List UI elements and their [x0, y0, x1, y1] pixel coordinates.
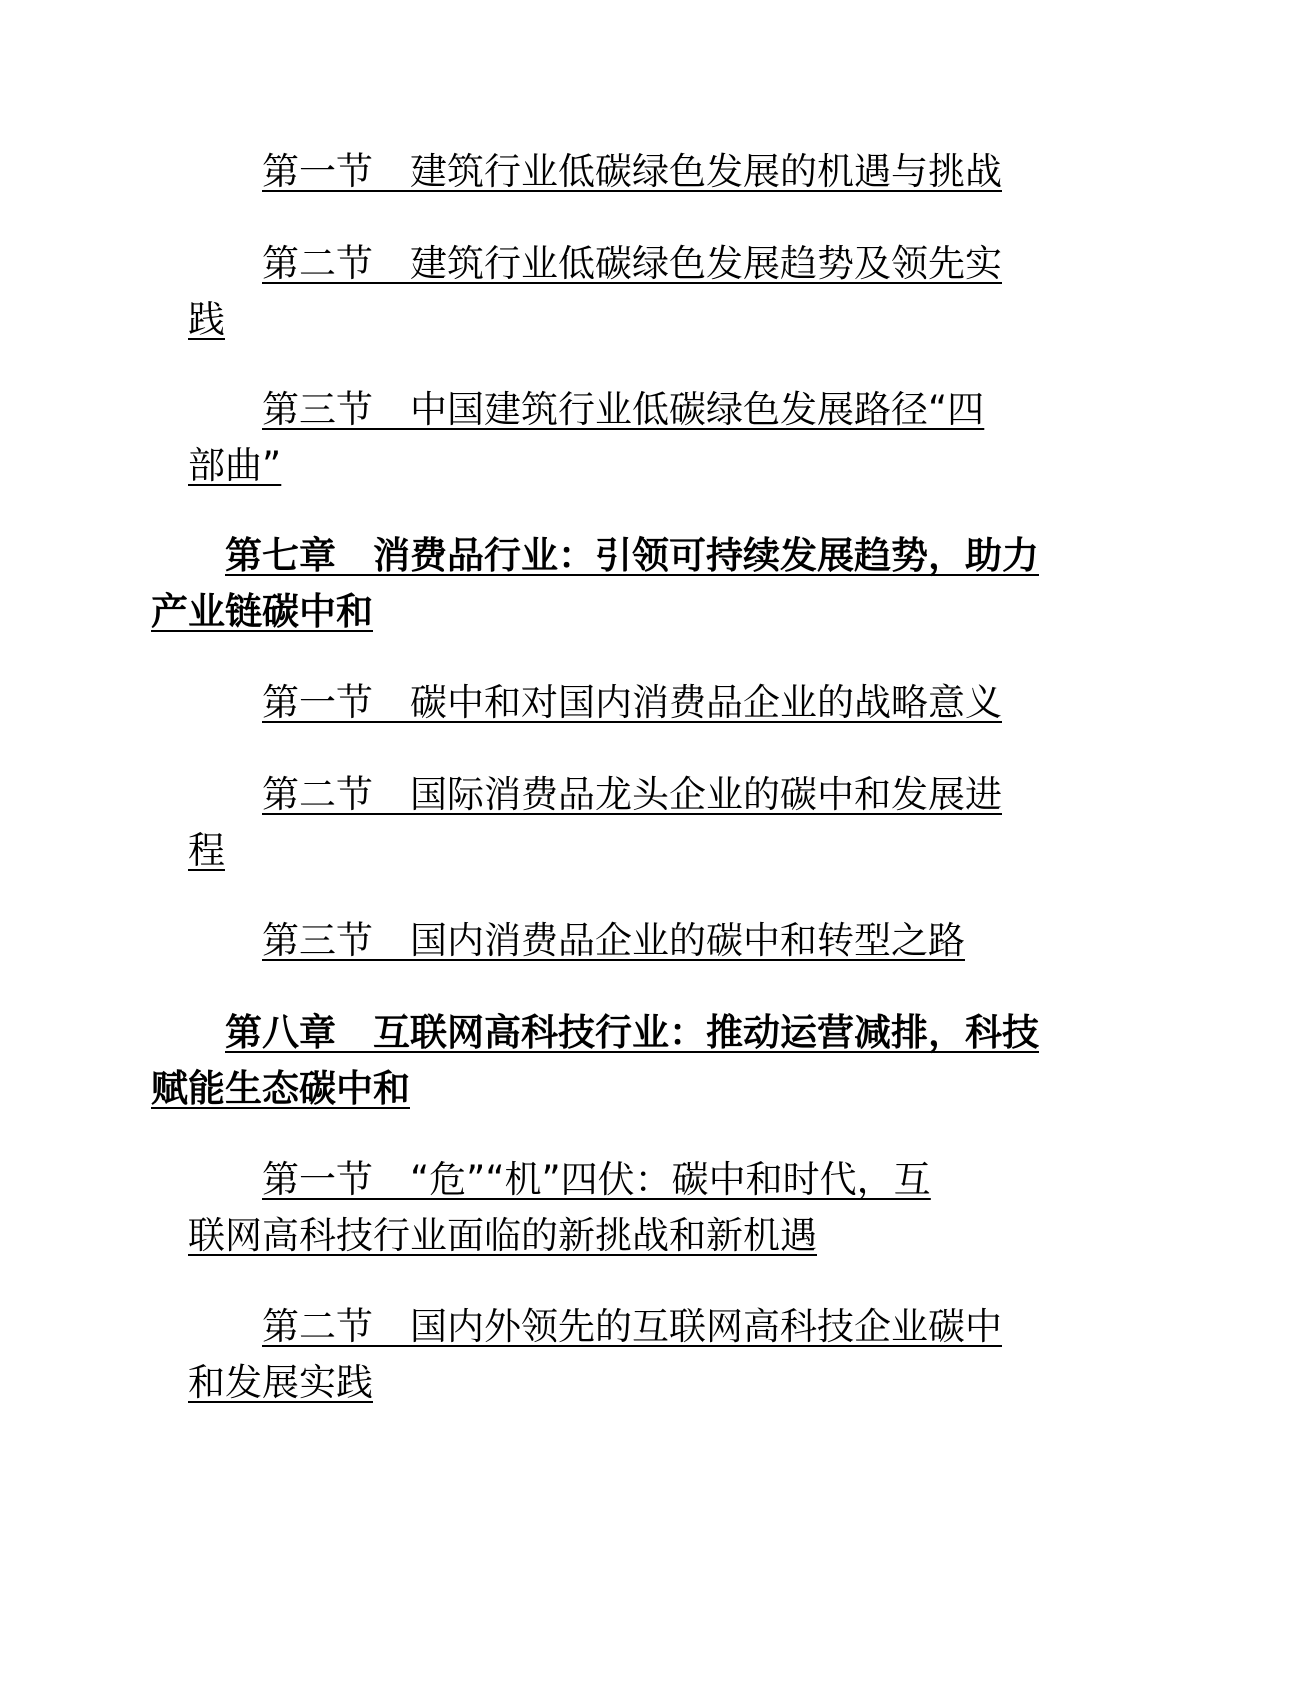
toc-entry-continuation[interactable] — [151, 1060, 410, 1117]
toc-entry-chapter[interactable] — [225, 527, 1039, 584]
toc-link[interactable] — [262, 1298, 1002, 1355]
toc-line: 程 — [188, 829, 225, 872]
toc-link[interactable] — [151, 583, 373, 640]
toc-line: 第七章 消费品行业：引领可持续发展趋势，助力 — [225, 534, 1039, 577]
toc-entry-continuation[interactable] — [188, 291, 225, 348]
toc-link[interactable] — [262, 143, 1002, 200]
toc-link[interactable] — [188, 437, 281, 494]
toc-entry-chapter[interactable] — [225, 1004, 1039, 1061]
toc-link[interactable] — [262, 766, 1002, 823]
toc-line: 第八章 互联网高科技行业：推动运营减排，科技 — [225, 1011, 1039, 1054]
toc-entry-section[interactable] — [262, 143, 1002, 200]
toc-entry-continuation[interactable] — [188, 437, 281, 494]
toc-link[interactable] — [262, 674, 1002, 731]
toc-line: 赋能生态碳中和 — [151, 1067, 410, 1110]
toc-line: 和发展实践 — [188, 1361, 373, 1404]
toc-entry-section[interactable] — [262, 674, 1002, 731]
toc-link[interactable] — [188, 1207, 817, 1264]
toc-link[interactable] — [262, 235, 1002, 292]
toc-line: 第二节 国际消费品龙头企业的碳中和发展进 — [262, 773, 1002, 816]
toc-line: 第三节 中国建筑行业低碳绿色发展路径“四 — [262, 388, 985, 431]
toc-entry-section[interactable] — [262, 235, 1002, 292]
toc-link[interactable] — [151, 1060, 410, 1117]
toc-line: 践 — [188, 298, 225, 341]
toc-line: 第二节 建筑行业低碳绿色发展趋势及领先实 — [262, 242, 1002, 285]
toc-entry-continuation[interactable] — [151, 583, 373, 640]
toc-line: 第一节 碳中和对国内消费品企业的战略意义 — [262, 681, 1002, 724]
toc-entry-continuation[interactable] — [188, 1354, 373, 1411]
toc-entry-section[interactable] — [262, 766, 1002, 823]
toc-link[interactable] — [262, 1151, 931, 1208]
toc-link[interactable] — [188, 1354, 373, 1411]
toc-line: 部曲” — [188, 444, 282, 487]
toc-entry-section[interactable] — [262, 1298, 1002, 1355]
toc-entry-section[interactable] — [262, 381, 984, 438]
toc-link[interactable] — [262, 381, 984, 438]
toc-entry-section[interactable] — [262, 1151, 931, 1208]
toc-line: 第一节 建筑行业低碳绿色发展的机遇与挑战 — [262, 150, 1002, 193]
toc-line: 联网高科技行业面临的新挑战和新机遇 — [188, 1214, 817, 1257]
toc-link[interactable] — [188, 822, 225, 879]
toc-entry-section[interactable] — [262, 912, 965, 969]
toc-link[interactable] — [225, 1004, 1039, 1061]
toc-line: 第一节 “危”“机”四伏：碳中和时代，互 — [262, 1158, 931, 1201]
toc-link[interactable] — [188, 291, 225, 348]
toc-link[interactable] — [262, 912, 965, 969]
toc-link[interactable] — [225, 527, 1039, 584]
toc-line: 产业链碳中和 — [151, 590, 373, 633]
toc-entry-continuation[interactable] — [188, 822, 225, 879]
toc-line: 第二节 国内外领先的互联网高科技企业碳中 — [262, 1305, 1002, 1348]
toc-entry-continuation[interactable] — [188, 1207, 817, 1264]
toc-line: 第三节 国内消费品企业的碳中和转型之路 — [262, 919, 965, 962]
